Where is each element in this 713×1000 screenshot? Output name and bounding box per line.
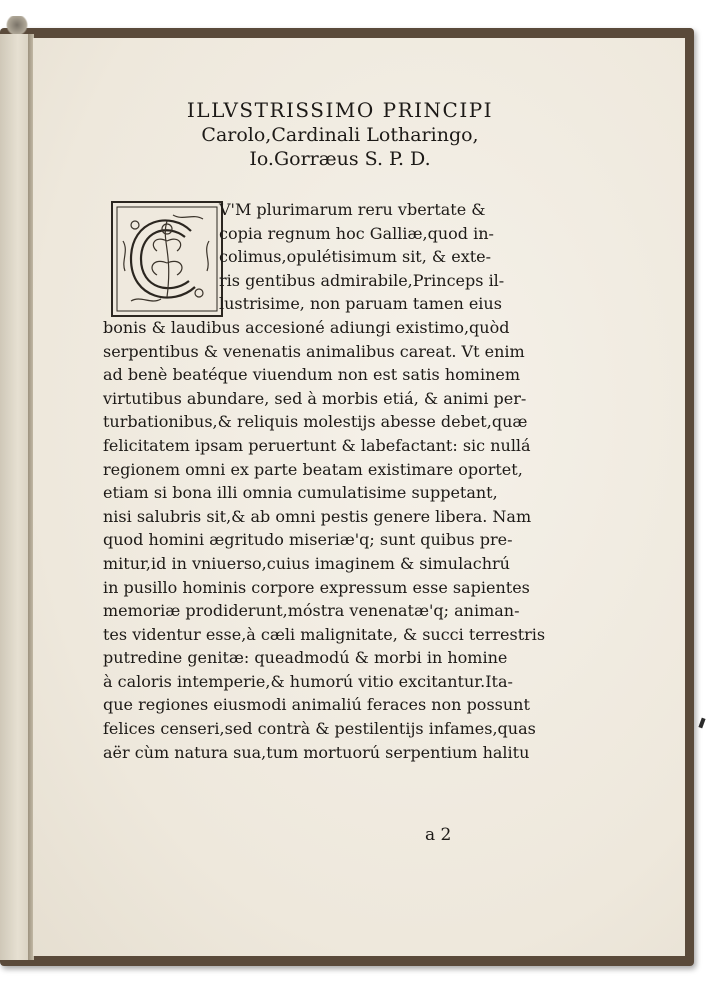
text-line: felicitatem ipsam peruertunt & labefactant: sic nullá: [103, 435, 531, 455]
book-page: [33, 38, 685, 956]
heading-line-3: Io.Gorræus S. P. D.: [249, 148, 431, 170]
left-page-edge: [0, 34, 31, 960]
text-line: nisi salubris sit,& ab omni pestis genere libera. Nam: [103, 506, 532, 526]
text-line: ris gentibus admirabile,Princeps il-: [219, 270, 505, 290]
dedication-heading: [33, 98, 533, 170]
text-line: V'M plurimarum reru vbertate &: [219, 200, 486, 219]
text-line: tes videntur esse,à cæli malignitate, & succi terrestris: [103, 624, 546, 644]
text-line: aër cùm natura sua,tum mortuorú serpentium halitu: [103, 742, 530, 762]
text-line: putredine genitæ: queadmodú & morbi in homine: [103, 648, 508, 668]
text-line: bonis & laudibus accesioné adiungi existimo,quòd: [103, 317, 510, 337]
heading-line-2: Carolo,Cardinali Lotharingo,: [201, 124, 479, 146]
text-line: mitur,id in vniuerso,cuius imaginem & simulachrú: [103, 553, 510, 573]
text-line: memoriæ prodiderunt,móstra venenatæ'q; animan-: [103, 601, 520, 621]
text-line: que regiones eiusmodi animaliú feraces non possunt: [103, 695, 530, 715]
text-line: in pusillo hominis corpore expressum esse sapientes: [103, 577, 530, 597]
text-line: quod homini ægritudo miseriæ'q; sunt quibus pre-: [103, 530, 513, 550]
heading-line-1: ILLVSTRISSIMO PRINCIPI: [186, 98, 494, 122]
text-line: colimus,opulétisimum sit, & exte-: [219, 247, 492, 267]
catchword-signature: a 2: [425, 825, 452, 845]
thread-tuft: [4, 16, 30, 34]
text-line: lustrisime, non paruam tamen eius: [219, 294, 502, 314]
text-line: serpentibus & venenatis animalibus careat. Vt enim: [103, 341, 525, 361]
text-line: etiam si bona illi omnia cumulatisime suppetant,: [103, 483, 498, 503]
text-line: regionem omni ex parte beatam existimare oportet,: [103, 459, 523, 479]
text-line: ad benè beatéque viuendum non est satis hominem: [103, 365, 521, 385]
text-line: turbationibus,& reliquis molestijs abesse debet,quæ: [103, 412, 528, 432]
text-line: virtutibus abundare, sed à morbis etiá, & animi per-: [103, 388, 527, 408]
text-line: copia regnum hoc Galliæ,quod in-: [219, 223, 494, 243]
text-line: felices censeri,sed contrà & pestilentijs infames,quas: [103, 719, 536, 739]
body-text: [103, 198, 546, 764]
ink-mark: [698, 718, 705, 729]
text-line: à caloris intemperie,& humorú vitio excitantur.Ita-: [103, 671, 513, 691]
